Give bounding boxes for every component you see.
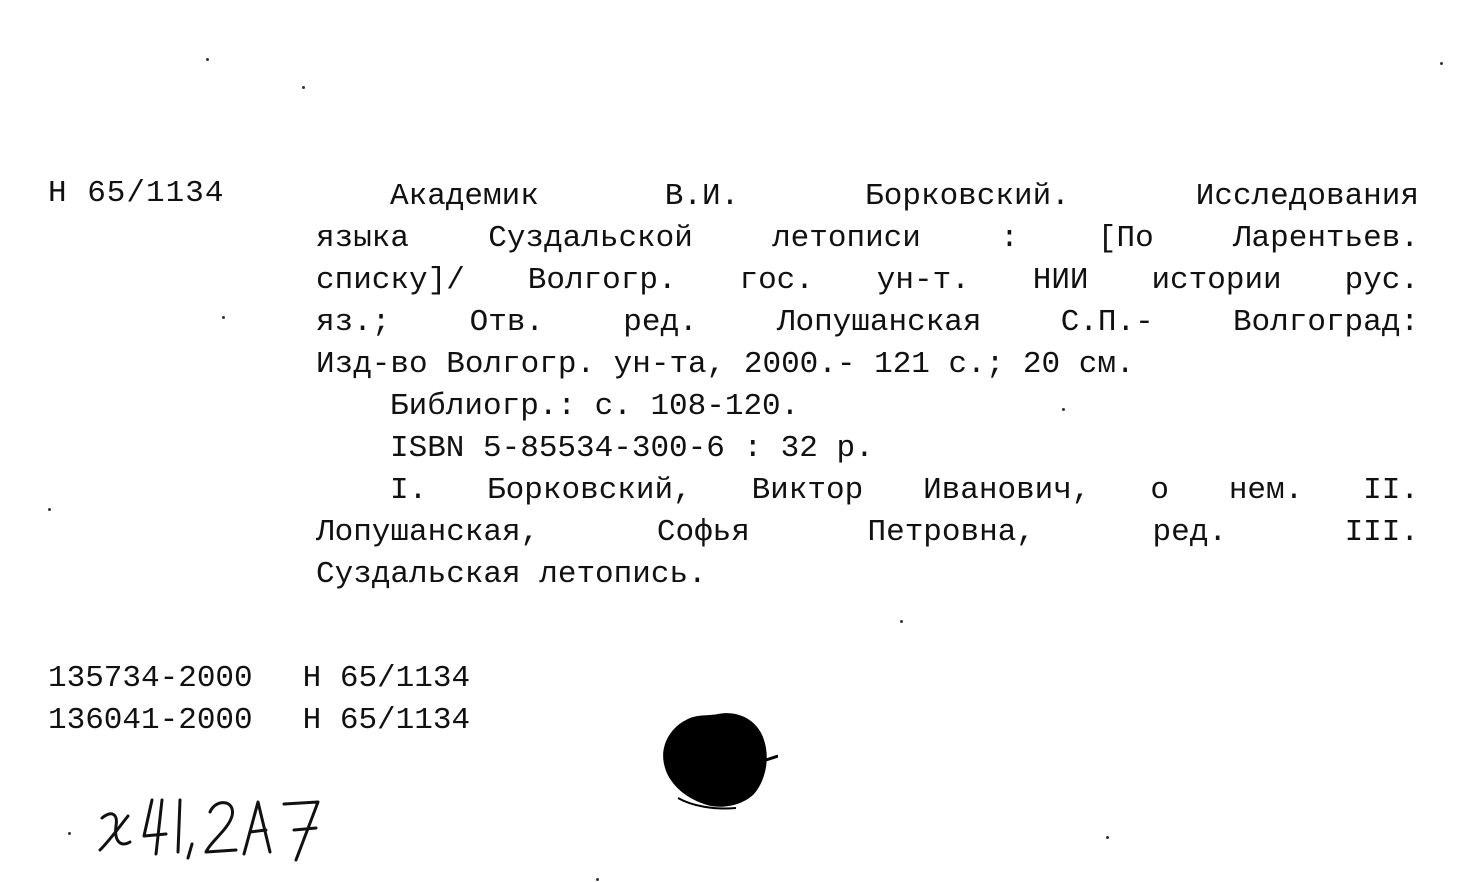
description-line-3 — [316, 260, 1419, 302]
copies-list — [48, 658, 470, 742]
word: Петровна, — [867, 515, 1035, 550]
scan-speck — [1062, 408, 1065, 411]
punch-hole — [658, 706, 778, 816]
word: Виктор — [751, 473, 864, 508]
scan-speck — [302, 86, 305, 89]
scan-speck — [1440, 62, 1443, 65]
word: Ларентьев. — [1232, 221, 1419, 256]
word: [По — [1097, 221, 1154, 256]
imprint: Изд-во Волгогр. ун-та, 2000.- 121 с.; 20 см. — [316, 347, 1135, 382]
tracing-line-3 — [316, 554, 1419, 596]
description-line-1 — [316, 176, 1419, 218]
word: истории — [1151, 263, 1282, 298]
copy-row — [48, 658, 470, 700]
inventory-number: 135734-2000 — [48, 661, 253, 696]
copy-shelfmark: Н 65/1134 — [302, 703, 471, 738]
word: ред. — [1152, 515, 1227, 550]
word: ун-т. — [876, 263, 970, 298]
word: языка — [316, 221, 410, 256]
handwritten-note — [94, 778, 344, 868]
scan-speck — [596, 878, 599, 881]
description-line-2 — [316, 218, 1419, 260]
word: о — [1150, 473, 1169, 508]
tracing-line-1 — [316, 470, 1419, 512]
word: Борковский, — [487, 473, 692, 508]
word: Исследования — [1195, 179, 1419, 214]
word: яз.; — [316, 305, 391, 340]
word: списку]/ — [316, 263, 465, 298]
word: летописи — [772, 221, 921, 256]
scan-speck — [222, 316, 225, 319]
word: НИИ — [1032, 263, 1089, 298]
word: Суздальская летопись. — [316, 557, 707, 592]
word: Волгогр. — [527, 263, 677, 298]
word: Волгоград: — [1232, 305, 1419, 340]
word: II. — [1363, 473, 1419, 508]
word: I. — [390, 473, 428, 508]
copy-shelfmark: Н 65/1134 — [302, 661, 471, 696]
word: : — [1000, 221, 1019, 256]
inventory-number: 136041-2000 — [48, 703, 253, 738]
scan-speck — [206, 58, 209, 61]
word: Отв. — [469, 305, 545, 340]
copy-row — [48, 700, 470, 742]
word: III. — [1344, 515, 1419, 550]
bibliography-note: Библиогр.: с. 108-120. — [390, 389, 800, 424]
tracing-line-2 — [316, 512, 1419, 554]
word: Иванович, — [923, 473, 1091, 508]
word: нем. — [1228, 473, 1304, 508]
word: Академик — [390, 179, 539, 214]
bibliographic-description — [316, 176, 1419, 596]
scan-speck — [48, 508, 51, 511]
description-line-4 — [316, 302, 1419, 344]
scan-speck — [1106, 836, 1109, 839]
word: ред. — [623, 305, 698, 340]
word: С.П.- — [1060, 305, 1154, 340]
description-line-5 — [316, 344, 1419, 386]
shelfmark: Н 65/1134 — [48, 176, 225, 211]
word: Суздальской — [488, 221, 693, 256]
word: Лопушанская — [776, 305, 982, 340]
word: Лопушанская, — [316, 515, 540, 550]
word: гос. — [739, 263, 814, 298]
word: рус. — [1344, 263, 1419, 298]
word: Борковский. — [865, 179, 1070, 214]
isbn-price: ISBN 5-85534-300-6 : 32 р. — [390, 431, 874, 466]
word: В.И. — [664, 179, 740, 214]
scan-speck — [900, 620, 903, 623]
word: Софья — [656, 515, 750, 550]
scan-speck — [68, 832, 71, 835]
